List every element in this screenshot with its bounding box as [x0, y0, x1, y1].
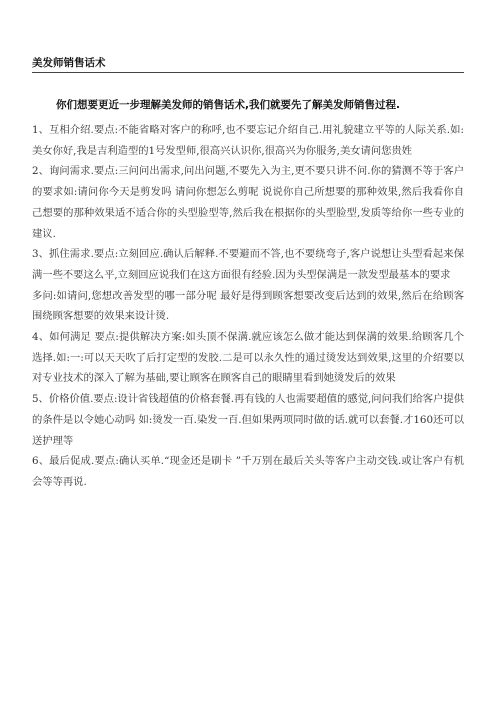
- document-title: 美发师销售话术: [32, 57, 106, 69]
- paragraph-ask-more: 多问:如请问,您想改善发型的哪一部分呢 最好是得到顾客想要改变后达到的效果,然后在给顾客围绕顾客想要的效果来设计烫.: [32, 289, 464, 323]
- document-body: [32, 120, 464, 493]
- paragraph-grasp-needs: 3、抓住需求.要点:立刻回应.确认后解释.不要避而不答,也不要绕弯子,客户说想让头型看起来保满一些不要这么平,立刻回应说我们在这方面很有经验.因为头型保满是一款发型最基本的要求: [32, 248, 464, 281]
- intro-heading: 你们想要更近一步理解美发师的销售话术,我们就要先了解美发师销售过程.: [56, 99, 400, 111]
- paragraph-close-deal: 6、最后促成.要点:确认买单.“现金还是刷卡 ”千万别在最后关头等客户主动交钱.或让客户有机会等等再说.: [32, 455, 464, 488]
- paragraph-price-value: 5、价格价值.要点:设计省钱超值的价格套餐.再有钱的人也需要超值的感觉,问问我们给客户提供的条件是以令她心动吗 如:烫发一百.染发一百.但如果两项同时做的话.就可以套餐.才160还可以送护理等: [32, 393, 464, 447]
- header-divider: [32, 72, 464, 73]
- paragraph-ask-needs: 2、询问需求.要点:三问问出需求,问出问题,不要先入为主,更不要只讲不问.你的猜测不等于客户的要求如:请问你今天是剪发吗 请问你想怎么剪呢 说说你自己所想要的那种效果,然后我看你自己想要的那种效果适不适合你的头型脸型等,然后我在根据你的头型脸型,发质等给你一些专业的建议.: [32, 165, 464, 240]
- paragraph-how-to-satisfy: 4、如何满足 要点:提供解决方案:如头顶不保满.就应该怎么做才能达到保满的效果.给顾客几个选择.如:一:可以天天吹了后打定型的发胶.二是可以永久性的通过烫发达到效果,这里的介绍要以对专业技术的深入了解为基础,要让顾客在顾客自己的眼睛里看到她烫发后的效果: [32, 331, 464, 385]
- paragraph-introduction: 1、互相介绍.要点:不能省略对客户的称呼,也不要忘记介绍自己.用礼貌建立平等的人际关系.如:美女你好,我是吉利造型的1号发型师,很高兴认识你,很高兴为你服务,美女请问您贵姓: [32, 124, 464, 157]
